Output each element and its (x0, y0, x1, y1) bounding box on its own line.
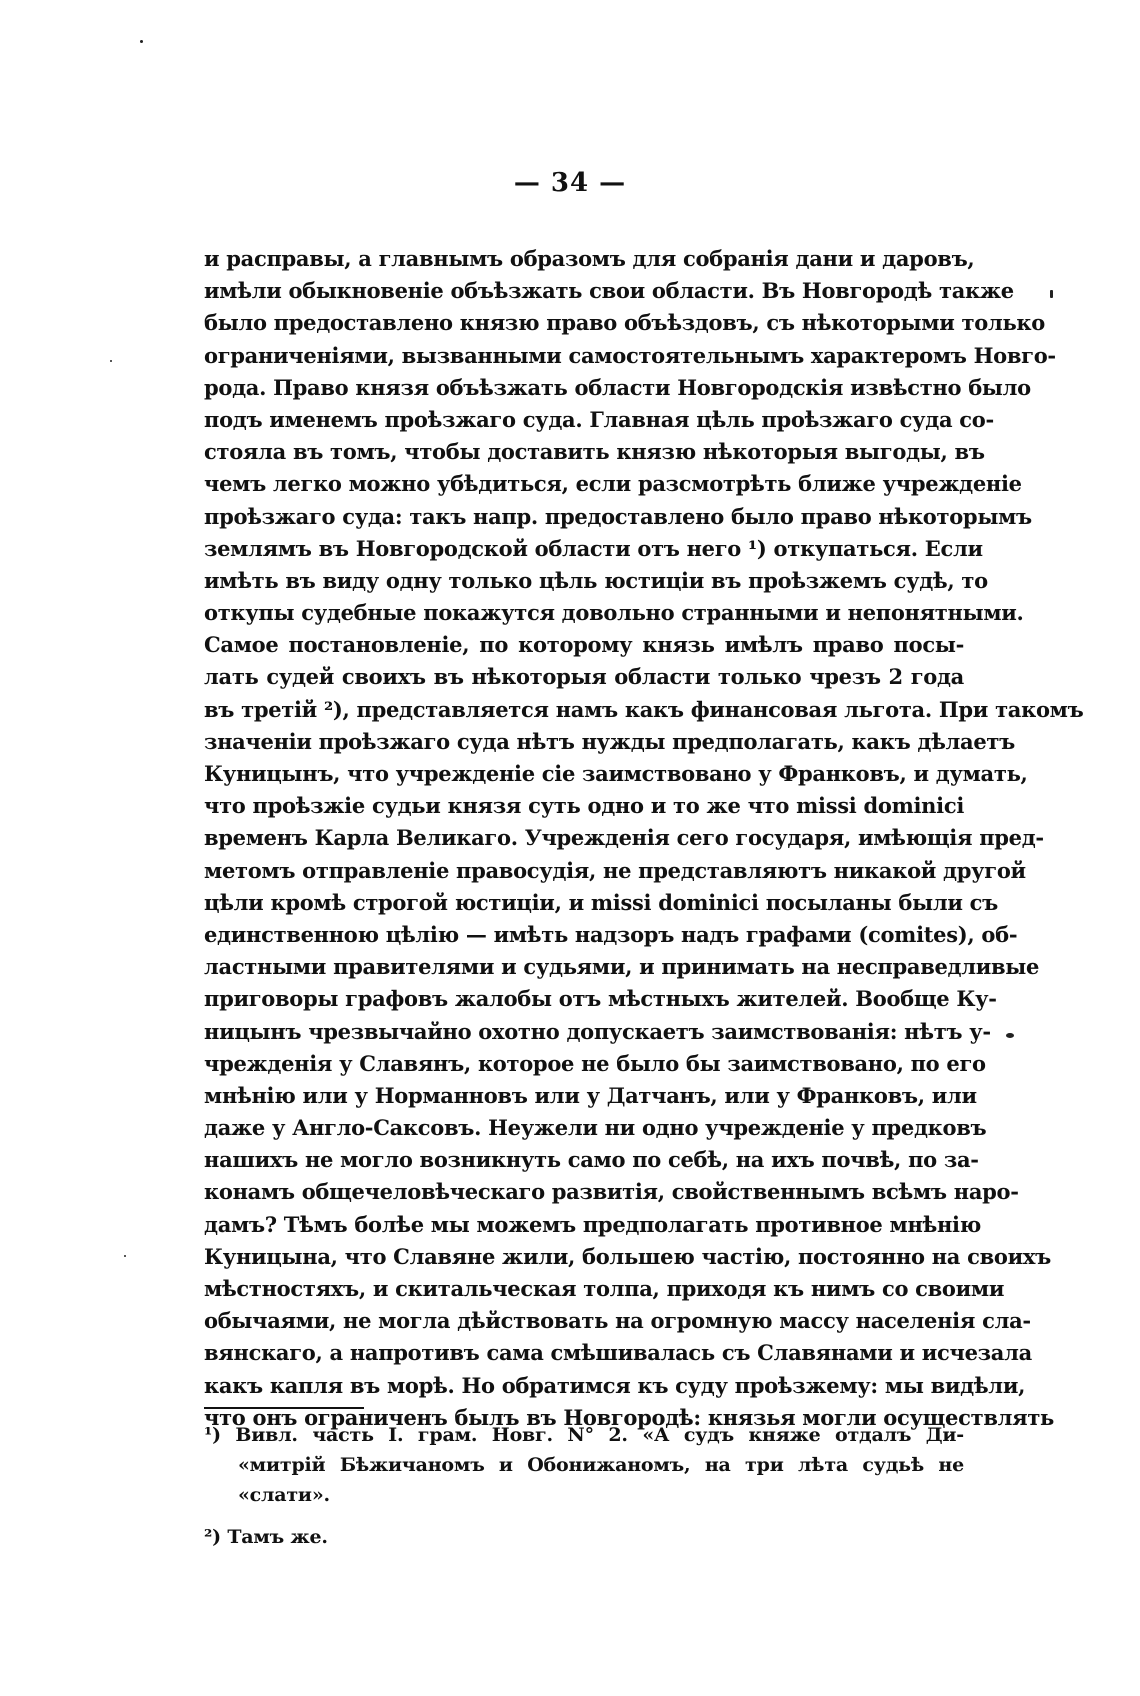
scan-speck (140, 40, 143, 43)
text-line: Самое постановленіе, по которому князь имѣлъ право посы- (204, 632, 964, 658)
scan-speck (1006, 1033, 1014, 1038)
footnote-1-line: ¹) Вивл. часть I. грам. Новг. N° 2. «А судъ княже отдалъ Ди- (204, 1424, 964, 1446)
footnote-2: ²) Тамъ же. (204, 1526, 328, 1548)
footnote-1-line: «митрій Бѣжичаномъ и Обонижаномъ, на три лѣта судьѣ не (238, 1454, 964, 1476)
text-line: приговоры графовъ жалобы отъ мѣстныхъ жителей. Вообще Ку- (204, 986, 997, 1012)
text-line: стояла въ томъ, чтобы доставить князю нѣкоторыя выгоды, въ (204, 439, 985, 465)
text-line: проѣзжаго суда: такъ напр. предоставлено было право нѣкоторымъ (204, 503, 1032, 529)
text-line: рода. Право князя объѣзжать области Новгородскія извѣстно было (204, 374, 1031, 400)
text-line: ластными правителями и судьями, и принимать на несправедливые (204, 954, 1040, 980)
scan-speck (124, 1255, 126, 1257)
text-line: мѣстностяхъ, и скитальческая толпа, приходя къ нимъ со своими (204, 1276, 1005, 1301)
text-line: землямъ въ Новгородской области отъ него ¹) откупаться. Если (204, 535, 983, 561)
text-line: имѣть въ виду одну только цѣль юстиціи въ проѣзжемъ судѣ, то (204, 567, 988, 593)
text-line: Куницынъ, что учрежденіе сіе заимствовано у Франковъ, и думать, (204, 761, 1028, 786)
scan-speck (110, 360, 112, 362)
text-line: Куницына, что Славяне жили, большею частію, постоянно на своихъ (204, 1243, 1051, 1269)
text-line: значеніи проѣзжаго суда нѣтъ нужды предполагать, какъ дѣлаетъ (204, 728, 1015, 754)
footnotes (204, 1420, 964, 1552)
text-line: что онъ ограниченъ былъ въ Новгородѣ: князья могли осуществлять (204, 1404, 1054, 1430)
text-line: въ третій ²), представляется намъ какъ финансовая льгота. При такомъ (204, 696, 1084, 722)
text-line: и расправы, а главнымъ образомъ для собранія дани и даровъ, (204, 246, 975, 271)
text-line: было предоставлено князю право объѣздовъ, съ нѣкоторыми только (204, 310, 1045, 336)
text-line: что проѣзжіе судьи князя суть одно и то же что missi dominici (204, 793, 964, 819)
text-line: ограниченіями, вызванными самостоятельнымъ характеромъ Новго- (204, 342, 1056, 368)
text-line: вянскаго, а напротивъ сама смѣшивалась съ Славянами и исчезала (204, 1340, 1032, 1366)
page-number: — 34 — (513, 168, 627, 198)
scan-speck (1050, 290, 1053, 298)
text-line: конамъ общечеловѣческаго развитія, свойственнымъ всѣмъ наро- (204, 1179, 1019, 1205)
text-line: нашихъ не могло возникнуть само по себѣ, на ихъ почвѣ, по за- (204, 1147, 979, 1173)
text-line: дамъ? Тѣмъ болѣе мы можемъ предполагать противное мнѣнію (204, 1211, 981, 1237)
footnote-1-line: «слати». (238, 1484, 330, 1506)
footnote-divider (204, 1407, 364, 1409)
text-line: ницынъ чрезвычайно охотно допускаетъ заимствованія: нѣтъ у- (204, 1018, 991, 1044)
body-text (204, 243, 1084, 1434)
text-line: даже у Англо-Саксовъ. Неужели ни одно учрежденіе у предковъ (204, 1115, 987, 1141)
text-line: чемъ легко можно убѣдиться, если разсмотрѣть ближе учрежденіе (204, 471, 1022, 497)
text-line: откупы судебные покажутся довольно странными и непонятными. (204, 600, 1024, 626)
text-line: подъ именемъ проѣзжаго суда. Главная цѣль проѣзжаго суда со- (204, 406, 994, 432)
text-line: имѣли обыкновеніе объѣзжать свои области. Въ Новгородѣ также (204, 278, 1014, 304)
text-line: какъ капля въ морѣ. Но обратимся къ суду проѣзжему: мы видѣли, (204, 1372, 1026, 1398)
text-line: временъ Карла Великаго. Учрежденія сего государя, имѣющія пред- (204, 825, 1044, 851)
text-line: лать судей своихъ въ нѣкоторыя области только чрезъ 2 года (204, 664, 964, 690)
text-line: обычаями, не могла дѣйствовать на огромную массу населенія сла- (204, 1308, 1031, 1334)
text-line: метомъ отправленіе правосудія, не представляютъ никакой другой (204, 857, 1026, 883)
text-line: чрежденія у Славянъ, которое не было бы заимствовано, по его (204, 1050, 986, 1076)
text-line: единственною цѣлію — имѣть надзоръ надъ графами (comites), об- (204, 921, 1018, 947)
text-line: цѣли кромѣ строгой юстиціи, и missi dominici посыланы были съ (204, 889, 998, 915)
text-line: мнѣнію или у Норманновъ или у Датчанъ, или у Франковъ, или (204, 1082, 977, 1108)
